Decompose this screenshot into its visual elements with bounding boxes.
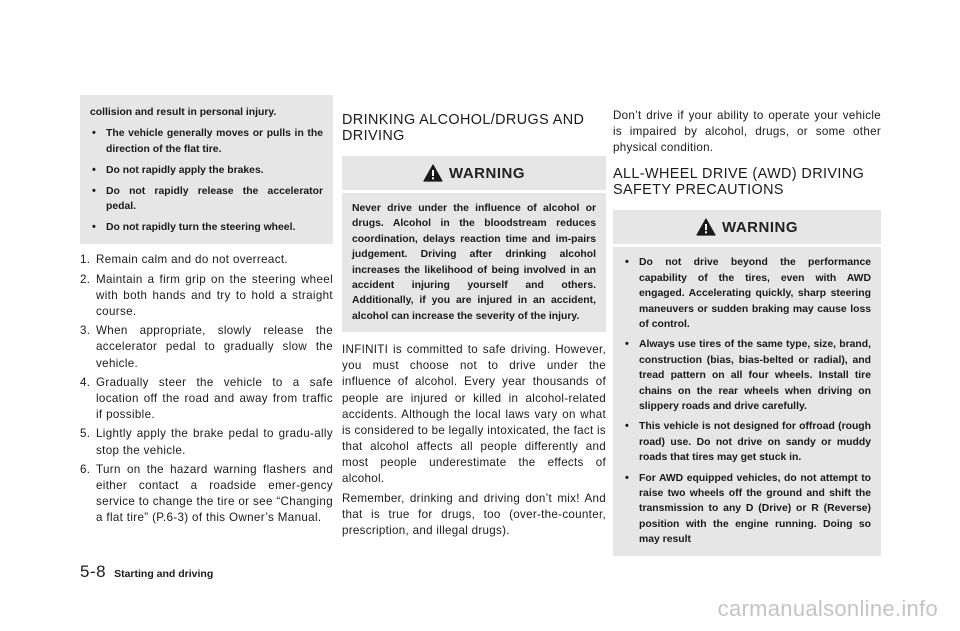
warning-bullet: • The vehicle generally moves or pulls in the direction of the flat tire. [90,126,323,157]
warning-bullet: • Do not rapidly turn the steering wheel. [90,220,323,235]
step-text: Lightly apply the brake pedal to gradu-ally stop the vehicle. [96,427,333,457]
body-paragraph: INFINITI is committed to safe driving. However, you must choose not to drive under the influence of alcohol. Every year thousands of people are injured or killed in alcohol-related accidents. Although the local laws vary on what is considered to be legally intoxicated, the fact is that alcohol affects all people differently and most people underestimate the effects of alcohol. [342,343,606,485]
watermark: carmanualsonline.info [717,596,938,621]
step-item [80,252,333,268]
step-text: Remain calm and do not overreact. [96,253,288,267]
step-item [80,272,333,320]
step-number: 1. [80,253,91,267]
warning-triangle-icon [696,218,716,236]
step-item [80,375,333,423]
section-heading-alcohol: DRINKING ALCOHOL/DRUGS AND DRIVING [342,112,585,144]
step-text: Maintain a firm grip on the steering wheel with both hands and try to hold a straight course. [96,272,333,318]
warning-bullet-list [90,126,323,235]
step-text: When appropriate, slowly release the accelerator pedal to gradually slow the vehicle. [96,324,333,370]
section-heading-awd: ALL-WHEEL DRIVE (AWD) DRIVING SAFETY PRECAUTIONS [613,166,865,199]
warning-box-continued [80,95,333,244]
warning-bullet: • Do not rapidly release the accelerator pedal. [90,184,323,215]
step-item [80,462,333,526]
intro-paragraph: Don’t drive if your ability to operate your vehicle is impaired by alcohol, drugs, or some other physical condition. [613,109,881,155]
step-text: Turn on the hazard warning flashers and either contact a roadside emer-gency service to change the tire or see “Changing a flat tire” (P.6-3) of this Owner’s Manual. [96,462,333,525]
step-item [80,323,333,371]
step-item [80,426,333,458]
step-number: 6. [80,462,91,476]
warning-body [613,247,881,555]
warning-bullet: • This vehicle is not designed for offroad (rough road) use. Do not drive on sandy or muddy roads that tires may get stuck in. [623,419,871,465]
warning-bullet: • Do not drive beyond the performance capability of the tires, even with AWD engaged. Accelerating quickly, sharp steering maneuvers or sudden braking may cause loss of control. [623,255,871,332]
warning-bullet: • For AWD equipped vehicles, do not attempt to raise two wheels off the ground and shift the transmission to any D (Drive) or R (Reverse) position with the engine running. Doing so may result [623,471,871,548]
step-number: 3. [80,324,91,338]
warning-bullet: • Always use tires of the same type, size, brand, construction (bias, bias-belted or radial), and tread pattern on all four wheels. Install tire chains on the rear wheels when driving on slippery roads and drive carefully. [623,337,871,414]
body-paragraph: Remember, drinking and driving don’t mix! And that is true for drugs, too (over-the-counter, prescription, and illegal drugs). [342,492,606,538]
step-number: 5. [80,427,91,441]
page-footer [80,562,213,582]
warning-header [613,210,881,244]
warning-header [342,156,606,190]
section-title: Starting and driving [114,568,214,580]
warning-label: WARNING [449,164,525,182]
warning-triangle-icon [423,164,443,182]
step-text: Gradually steer the vehicle to a safe location off the road and away from traffic if possible. [96,375,333,422]
flat-tire-steps [80,252,333,526]
warning-body [342,193,606,332]
warning-intro-text: collision and result in personal injury. [90,107,277,118]
warning-text: Never drive under the influence of alcohol or drugs. Alcohol in the bloodstream reduces coordination, delays reaction time and im-pairs judgement. Driving after drinking alcohol increases the likelihood of being involved in an accident injuring yourself and others. Additionally, if you are injured in an accident, alcohol can increase the severity of the injury. [352,203,596,322]
warning-bullet: • Do not rapidly apply the brakes. [90,163,323,178]
right-column [613,108,881,556]
warning-bullet-list [623,255,871,547]
step-number: 4. [80,375,91,389]
step-number: 2. [80,272,91,286]
left-column [80,95,333,530]
warning-label: WARNING [722,218,798,236]
middle-column [342,112,606,539]
page-number: 5-8 [80,562,107,581]
